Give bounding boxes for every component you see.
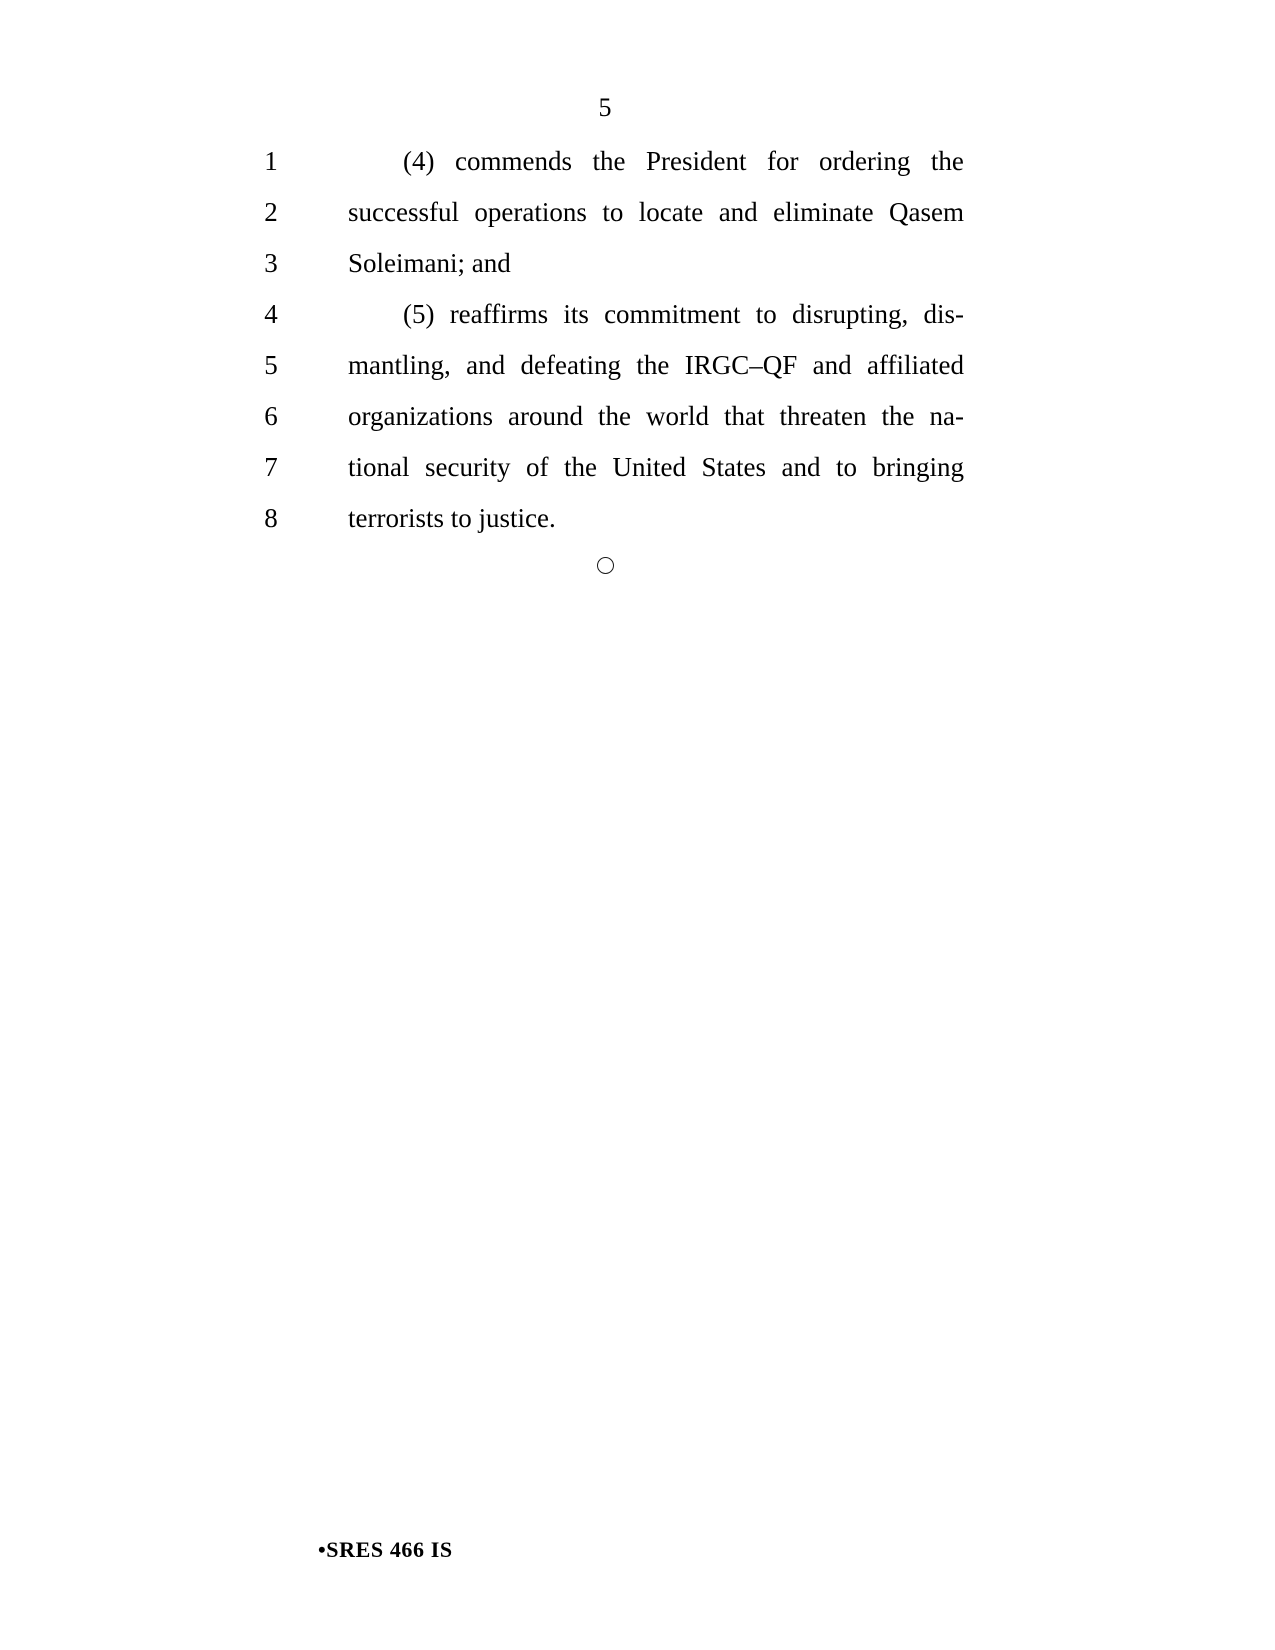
line-number: 1 — [264, 146, 278, 176]
text-line — [0, 395, 1275, 446]
word: to — [602, 197, 624, 227]
word: commends — [454, 146, 572, 176]
word: IRGC–QF — [684, 350, 798, 380]
word: around — [507, 401, 583, 431]
document-body — [0, 140, 1275, 548]
word: Qasem — [889, 197, 964, 227]
text-line — [0, 497, 1275, 548]
word: mantling, — [348, 350, 451, 380]
word: the — [597, 401, 631, 431]
word: the — [592, 146, 626, 176]
line-number: 3 — [264, 248, 278, 278]
word: that — [724, 401, 765, 431]
word: security — [425, 452, 511, 482]
word: to — [835, 452, 857, 482]
line-number: 7 — [264, 452, 278, 482]
word: na- — [929, 401, 964, 431]
text-line — [0, 242, 1275, 293]
line-text — [348, 450, 964, 484]
word: ordering — [818, 146, 911, 176]
text-line — [0, 140, 1275, 191]
text-line — [0, 191, 1275, 242]
word: locate — [638, 197, 704, 227]
word: reaffirms — [449, 299, 549, 329]
text-line — [0, 446, 1275, 497]
word: and — [466, 350, 506, 380]
word: and — [812, 350, 852, 380]
page-number: 5 — [598, 93, 612, 122]
line-text — [348, 399, 964, 433]
line-number: 5 — [264, 350, 278, 380]
line-number: 2 — [264, 197, 278, 227]
word: threaten — [779, 401, 867, 431]
word: of — [525, 452, 549, 482]
word: and — [781, 452, 821, 482]
word: to — [755, 299, 777, 329]
line-text — [348, 195, 964, 229]
line-text — [348, 297, 964, 331]
word: and — [718, 197, 758, 227]
word: bringing — [872, 452, 964, 482]
text-line — [0, 293, 1275, 344]
line-number: 6 — [264, 401, 278, 431]
line-text: terrorists to justice. — [348, 503, 556, 533]
line-text — [348, 348, 964, 382]
word: President — [645, 146, 747, 176]
line-text — [348, 144, 964, 178]
line-number: 8 — [264, 503, 278, 533]
word: affiliated — [867, 350, 964, 380]
word: successful — [348, 197, 459, 227]
word: the — [636, 350, 670, 380]
word: its — [563, 299, 589, 329]
word: commitment — [604, 299, 741, 329]
word: the — [563, 452, 597, 482]
line-number: 4 — [264, 299, 278, 329]
word: disrupting, — [791, 299, 909, 329]
word: the — [881, 401, 915, 431]
word: organizations — [348, 401, 493, 431]
word: eliminate — [773, 197, 874, 227]
line-text: Soleimani; and — [348, 248, 511, 278]
end-of-document-marker — [0, 552, 1210, 575]
text-line — [0, 344, 1275, 395]
word: operations — [474, 197, 587, 227]
word: dis- — [923, 299, 964, 329]
word: the — [930, 146, 964, 176]
word: United — [612, 452, 686, 482]
word: defeating — [520, 350, 621, 380]
word: tional — [348, 452, 410, 482]
document-footer: •SRES 466 IS — [318, 1537, 453, 1562]
word: world — [646, 401, 709, 431]
word: (5) — [403, 299, 435, 329]
word: States — [701, 452, 766, 482]
circle-icon — [597, 557, 614, 574]
word: (4) — [403, 146, 435, 176]
word: for — [766, 146, 799, 176]
